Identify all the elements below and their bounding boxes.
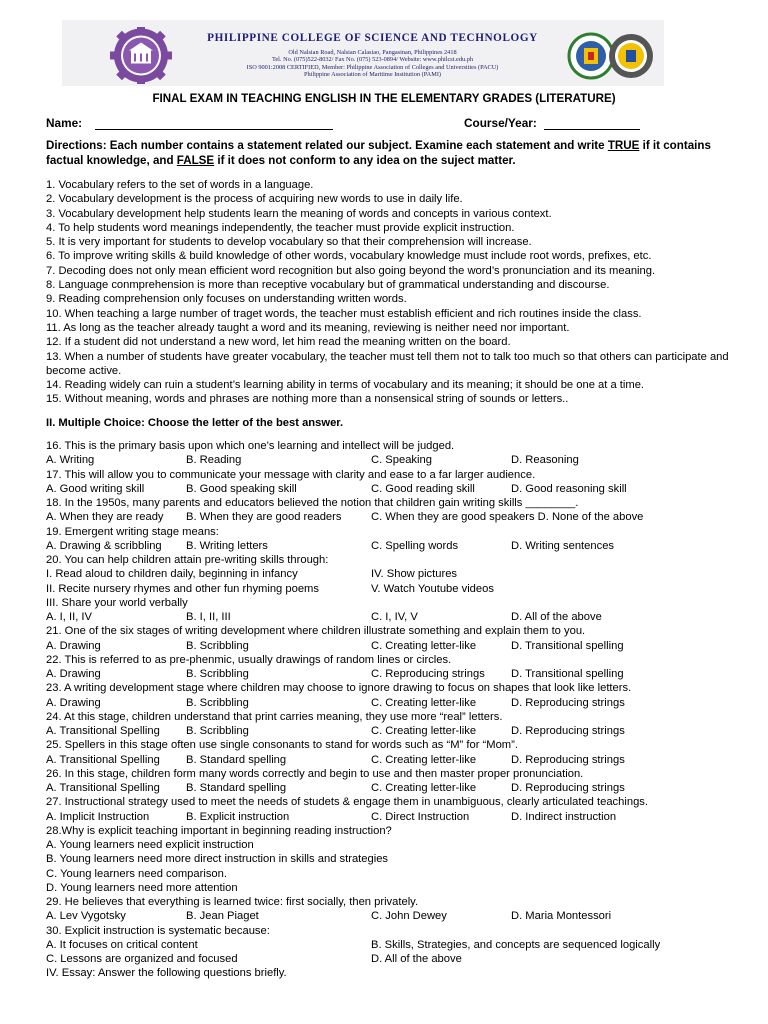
directions [46, 139, 726, 168]
options-row [46, 781, 746, 795]
options-row [46, 453, 746, 467]
answer-option: I. Read aloud to children daily, beginning in infancy [46, 568, 298, 581]
answer-option: A. I, II, IV [46, 611, 93, 623]
question-line: 25. Spellers in this stage often use single consonants to stand for words such as “M” for “Mom”. [46, 739, 518, 752]
answer-option: A. Drawing [46, 668, 101, 680]
answer-option: D. Writing sentences [511, 539, 615, 552]
answer-option: A. Transitional Spelling [46, 782, 160, 794]
directions-text-2: if it contains factual knowledge, and [46, 139, 711, 167]
answer-option: C. When they are good speakers D. None of the above [371, 511, 644, 524]
options-row [46, 667, 746, 681]
tf-item: 8. Language conmprehension is more than receptive vocabulary but of grammatical understanding and discourse. [46, 279, 610, 292]
options-row [46, 610, 746, 624]
accreditation-seal-icon [567, 25, 657, 87]
answer-option: A. It focuses on critical content [46, 938, 198, 951]
question-line: 26. In this stage, children form many words correctly and begin to use and then master proper pronunciation. [46, 767, 584, 780]
answer-option: A. When they are ready [46, 511, 164, 524]
answer-option: IV. Show pictures [371, 568, 458, 581]
answer-option: V. Watch Youtube videos [371, 582, 494, 595]
tf-item: 14. Reading widely can ruin a student’s learning ability in terms of vocabulary and its meaning; it should be one at a time. [46, 379, 645, 392]
tf-item: 1. Vocabulary refers to the set of words in a language. [46, 179, 314, 191]
question-line: 16. This is the primary basis upon which one’s learning and intellect will be judged. [46, 440, 455, 452]
answer-option: B. Writing letters [186, 539, 268, 552]
options-row [46, 696, 746, 710]
options-row [46, 567, 746, 581]
answer-option: B. Scribbling [186, 668, 249, 680]
question-line: 29. He believes that everything is learned twice: first socially, then privately. [46, 896, 419, 908]
answer-option: D. Maria Montessori [511, 910, 612, 923]
answer-option: D. Indirect instruction [511, 810, 617, 823]
question-line: C. Young learners need comparison. [46, 867, 227, 880]
options-row [46, 938, 746, 952]
tf-item: 15. Without meaning, words and phrases are nothing more than a nonsensical string of sounds or letters.. [46, 393, 569, 406]
tf-item: 4. To help students word meanings independently, the teacher must provide explicit instruction. [46, 221, 515, 234]
tf-item: 13. When a number of students have greater vocabulary, the teacher must tell them not to talk too much so that others can participate and become active. [46, 350, 729, 377]
multiple-choice-list [46, 439, 746, 981]
question-line: IV. Essay: Answer the following questions briefly. [46, 967, 287, 980]
answer-option: C. Creating letter-like [371, 725, 477, 737]
name-label: Name: [46, 116, 83, 130]
answer-option: D. All of the above [511, 611, 602, 623]
answer-option: B. Good speaking skill [186, 482, 297, 495]
answer-option: B. When they are good readers [186, 511, 342, 524]
question-line: 30. Explicit instruction is systematic because: [46, 924, 270, 937]
answer-option: C. Speaking [371, 454, 432, 467]
directions-text: Directions: Each number contains a statement related our subject. Examine each statement and write [46, 139, 608, 152]
options-row [46, 952, 746, 966]
tf-item: 7. Decoding does not only mean efficient word recognition but also going beyond the word’s pronunciation and its meaning. [46, 264, 656, 277]
question-line: 20. You can help children attain pre-writing skills through: [46, 554, 329, 566]
answer-option: C. Good reading skill [371, 482, 475, 495]
question-line: 28.Why is explicit teaching important in beginning reading instruction? [46, 824, 392, 837]
question-line: III. Share your world verbally [46, 596, 188, 609]
true-false-list [46, 178, 736, 407]
institution-iso: ISO 9001:2008 CERTIFIED, Member: Philippine Association of Colleges and Universities (PACU) [246, 63, 499, 71]
answer-option: B. Scribbling [186, 639, 249, 652]
options-row [46, 639, 746, 653]
answer-option: A. Implicit Instruction [46, 810, 150, 823]
answer-option: B. Skills, Strategies, and concepts are sequenced logically [371, 938, 661, 951]
question-line: 23. A writing development stage where children may choose to ignore drawing to focus on shapes that look like letters. [46, 682, 632, 695]
answer-option: B. Scribbling [186, 725, 249, 737]
tf-item: 11. As long as the teacher already taught a word and its meaning, reviewing is neither need nor important. [46, 321, 570, 334]
answer-option: C. John Dewey [371, 910, 447, 923]
name-field [46, 116, 333, 130]
options-row [46, 724, 746, 738]
exam-title: FINAL EXAM IN TEACHING ENGLISH IN THE ELEMENTARY GRADES (LITERATURE) [152, 92, 616, 105]
question-line: 22. This is referred to as pre-phenmic, usually drawings of random lines or circles. [46, 653, 452, 666]
answer-option: B. Explicit instruction [186, 810, 290, 823]
answer-option: A. Writing [46, 454, 95, 467]
name-blank[interactable] [95, 119, 333, 130]
tf-item: 10. When teaching a large number of traget words, the teacher must establish efficient and rich routines inside the class. [46, 307, 642, 320]
answer-option: D. Transitional spelling [511, 639, 624, 652]
question-line: 19. Emergent writing stage means: [46, 525, 219, 538]
answer-option: A. Drawing & scribbling [46, 539, 162, 552]
answer-option: D. Reasoning [511, 454, 579, 467]
answer-option: A. Drawing [46, 696, 101, 709]
question-line: 21. One of the six stages of writing development where children illustrate something and explain them to you. [46, 625, 586, 638]
answer-option: A. Transitional Spelling [46, 753, 160, 766]
question-line: D. Young learners need more attention [46, 881, 238, 894]
options-row [46, 582, 746, 596]
options-row [46, 909, 746, 923]
letterhead-text [180, 32, 565, 79]
tf-item: 5. It is very important for students to develop vocabulary so that their comprehension will increase. [46, 236, 532, 249]
answer-option: A. Drawing [46, 639, 101, 652]
tf-item: 9. Reading comprehension only focuses on understanding written words. [46, 293, 407, 306]
institution-name: PHILIPPINE COLLEGE OF SCIENCE AND TECHNOLOGY [207, 32, 538, 44]
answer-option: D. Reproducing strings [511, 725, 625, 737]
answer-option: II. Recite nursery rhymes and other fun rhyming poems [46, 582, 319, 595]
course-year-label: Course/Year: [464, 116, 537, 130]
answer-option: C. Creating letter-like [371, 696, 477, 709]
answer-option: C. Creating letter-like [371, 753, 477, 766]
answer-option: C. Direct Instruction [371, 810, 470, 823]
institution-address: Old Nalsian Road, Nalsian Calasiao, Pangasinan, Philippines 2418 [288, 49, 457, 56]
true-keyword: TRUE [607, 139, 640, 152]
section-2-heading: II. Multiple Choice: Choose the letter of the best answer. [46, 417, 344, 429]
answer-option: A. Transitional Spelling [46, 725, 160, 737]
course-year-field [464, 116, 640, 130]
college-seal-icon [106, 27, 176, 84]
answer-option: D. All of the above [371, 953, 462, 965]
question-line: 17. This will allow you to communicate your message with clarity and ease to a far larger audience. [46, 468, 536, 481]
answer-option: C. Creating letter-like [371, 782, 477, 794]
directions-text-3: if it does not conform to any idea on the suject matter. [214, 153, 516, 167]
course-year-blank[interactable] [544, 119, 640, 130]
options-row [46, 482, 746, 496]
answer-option: D. Transitional spelling [511, 668, 624, 680]
answer-option: D. Reproducing strings [511, 696, 625, 709]
options-row [46, 539, 746, 553]
question-line: B. Young learners need more direct instruction in skills and strategies [46, 853, 389, 866]
tf-item: 2. Vocabulary development is the process of acquiring new words to use in daily life. [46, 193, 463, 206]
answer-option: C. I, IV, V [371, 611, 418, 623]
answer-option: D. Reproducing strings [511, 753, 625, 766]
answer-option: B. Scribbling [186, 696, 249, 709]
options-row [46, 810, 746, 824]
answer-option: D. Reproducing strings [511, 782, 625, 794]
question-line: 24. At this stage, children understand that print carries meaning, they use more “real” letters. [46, 710, 503, 723]
answer-option: C. Lessons are organized and focused [46, 953, 238, 965]
question-line: 18. In the 1950s, many parents and educators believed the notion that children gain writing skills ________. [46, 497, 579, 509]
institution-pami: Philippine Association of Maritime Institution (PAMI) [303, 71, 442, 79]
answer-option: C. Reproducing strings [371, 668, 485, 680]
tf-item: 6. To improve writing skills & build knowledge of other words, vocabulary knowledge must include root words, prefixes, etc. [46, 250, 652, 263]
answer-option: A. Good writing skill [46, 482, 145, 495]
options-row [46, 753, 746, 767]
answer-option: A. Lev Vygotsky [46, 910, 126, 923]
answer-option: C. Spelling words [371, 539, 459, 552]
answer-option: B. Standard spelling [186, 753, 287, 766]
answer-option: B. Jean Piaget [186, 910, 259, 923]
question-line: 27. Instructional strategy used to meet the needs of studets & engage them in unambiguous, clearly articulated teachings. [46, 796, 648, 809]
answer-option: C. Creating letter-like [371, 639, 477, 652]
options-row [46, 510, 746, 524]
answer-option: B. Reading [186, 454, 242, 467]
institution-contact: Tel. No. (075)522-8032/ Fax No. (075) 523-0894/ Website: www.philcst.edu.ph [271, 56, 474, 64]
tf-item: 3. Vocabulary development help students learn the meaning of words and concepts in various context. [46, 207, 552, 220]
answer-option: D. Good reasoning skill [511, 482, 627, 495]
false-keyword: FALSE [176, 153, 215, 167]
answer-option: B. Standard spelling [186, 782, 287, 794]
answer-option: B. I, II, III [186, 611, 231, 623]
tf-item: 12. If a student did not understand a new word, let him read the meaning written on the board. [46, 336, 511, 349]
question-line: A. Young learners need explicit instruction [46, 839, 254, 851]
